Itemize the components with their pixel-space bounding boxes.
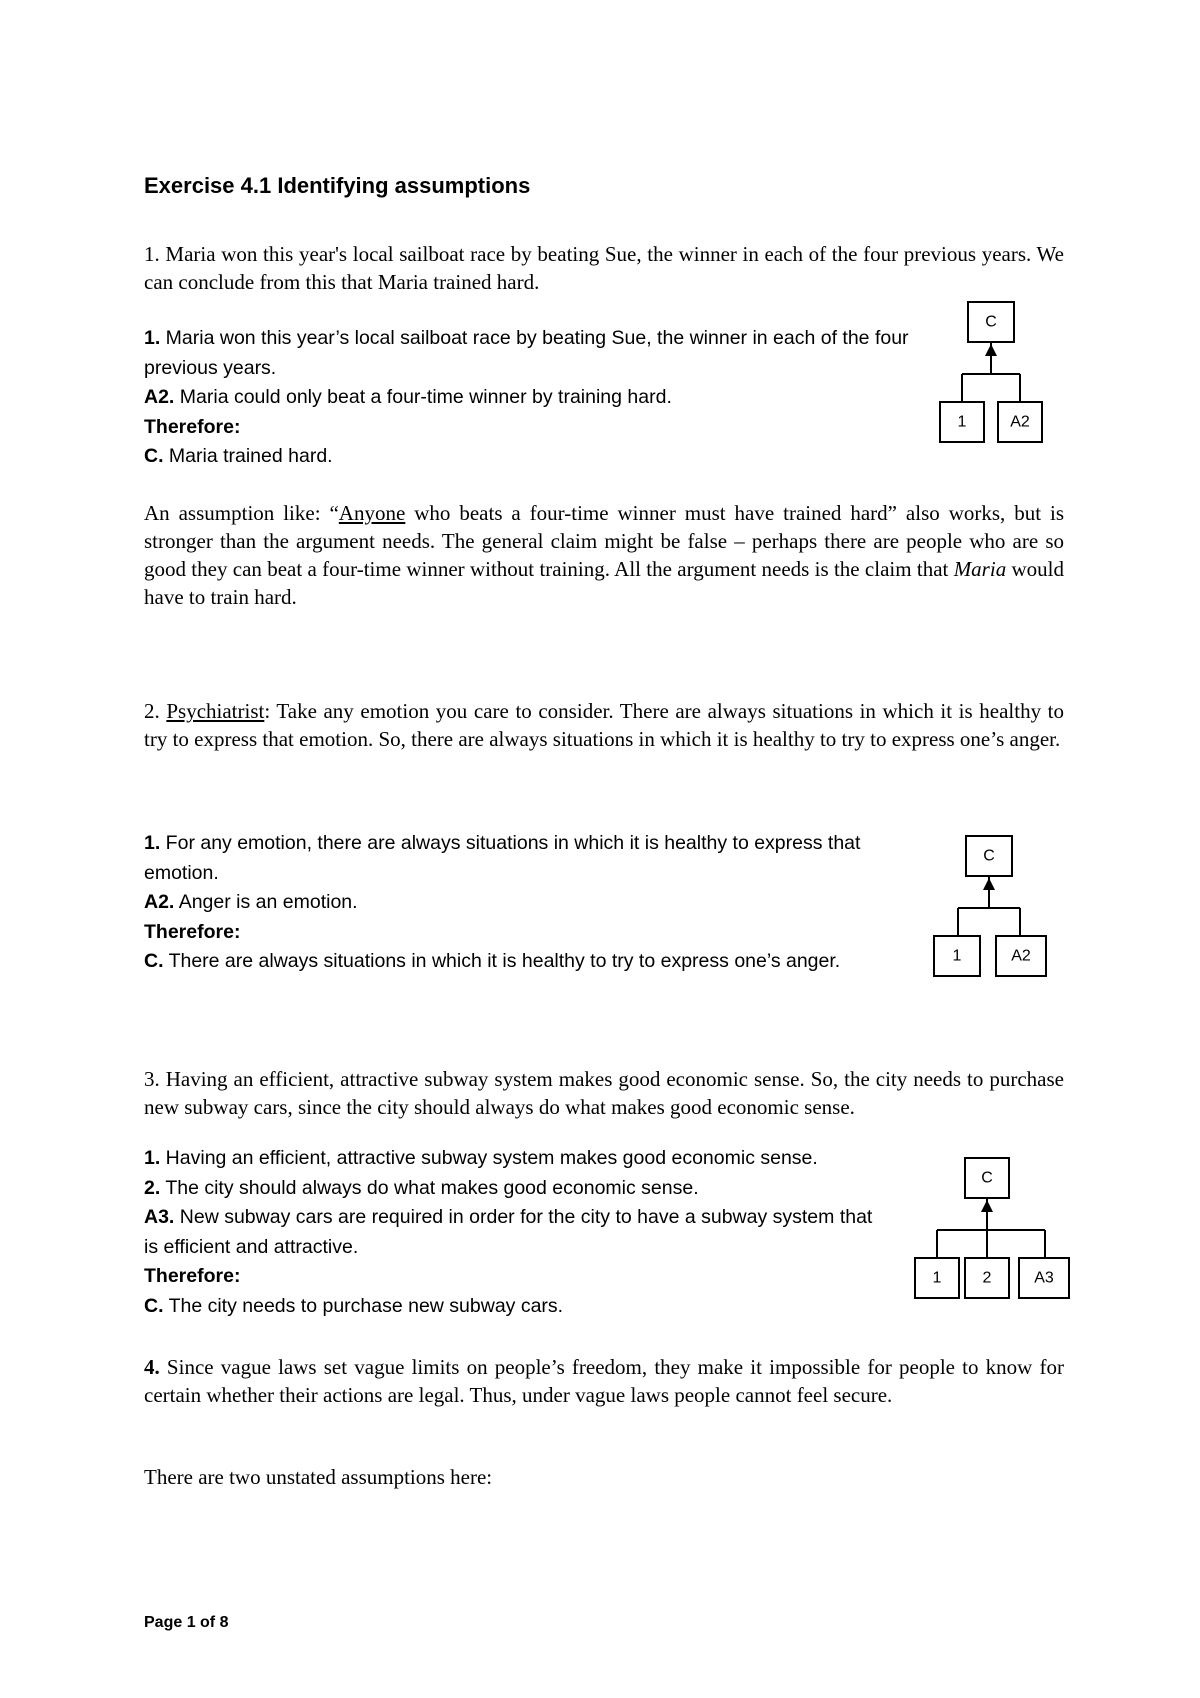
q2-standard-form	[144, 829, 884, 977]
q3-therefore: Therefore:	[144, 1265, 241, 1287]
q1-standard-form	[144, 324, 924, 472]
q2-conclusion: C. There are always situations in which it is healthy to try to express one’s anger.	[144, 950, 841, 972]
q1-note: An assumption like: “Anyone who beats a four-time winner must have trained hard” also works, but is stronger than the argument needs. The general claim might be false – perhaps there are people who are so good they can beat a four-time winner without training. All the argument needs is the claim that Maria would have to train hard.	[144, 501, 1064, 609]
q1-argument-diagram	[930, 300, 1060, 450]
q1-text: . Maria won this year's local sailboat race by beating Sue, the winner in each of the four previous years. We can conclude from this that Maria trained hard.	[144, 242, 1064, 294]
page-footer: Page 1 of 8	[144, 1614, 229, 1631]
q3-diagram-conclusion: C	[981, 1169, 993, 1187]
q1-diagram-conclusion: C	[985, 313, 997, 331]
q1-prompt	[144, 240, 1064, 296]
q3-argument-diagram	[911, 1156, 1071, 1306]
q2-diagram-conclusion: C	[983, 847, 995, 865]
anyone-underlined: Anyone	[338, 501, 406, 525]
q4-number: 4.	[144, 1355, 160, 1379]
q2-prompt: 2. Psychiatrist: Take any emotion you care to consider. There are always situations in which it is healthy to try to express that emotion. So, there are always situations in which it is healthy to try to express one’s anger.	[144, 699, 1065, 751]
q2-diagram-box-2: A2	[1011, 947, 1031, 965]
q1-number: 1	[144, 242, 155, 266]
q1-diagram-box-1: 1	[957, 413, 967, 431]
q1-therefore: Therefore:	[144, 415, 241, 438]
q3-number: 3	[144, 1067, 155, 1091]
q1-premise-1: 1. Maria won this year’s local sailboat race by beating Sue, the winner in each of the four previous years.	[144, 327, 909, 379]
q3-diagram-box-1: 1	[932, 1269, 942, 1287]
q3-standard-form	[144, 1144, 924, 1321]
q2-assumption-2: A2. Anger is an emotion.	[144, 891, 358, 913]
q3-prompt: 3. Having an efficient, attractive subway system makes good economic sense. So, the city needs to purchase new subway cars, since the city should always do what makes good economic sense.	[144, 1067, 1064, 1119]
q1-diagram-arrow	[985, 344, 997, 356]
q3-conclusion: C. The city needs to purchase new subway cars.	[144, 1294, 564, 1317]
q2-argument-diagram	[924, 834, 1054, 984]
q2-diagram-box-1: 1	[952, 947, 962, 965]
maria-italic: Maria	[953, 557, 1007, 581]
q3-premise-2: 2. The city should always do what makes good economic sense.	[144, 1176, 699, 1199]
q1-diagram-box-2: A2	[1010, 413, 1030, 431]
q1-conclusion: C. Maria trained hard.	[144, 445, 333, 467]
q2-speaker: Psychiatrist	[166, 699, 265, 723]
q3-premise-1: 1. Having an efficient, attractive subway system makes good economic sense.	[144, 1147, 818, 1169]
q3-diagram-box-2: 2	[982, 1269, 992, 1287]
page-title: Exercise 4.1 Identifying assumptions	[144, 173, 531, 198]
q2-number: 2.	[144, 699, 167, 723]
q2-therefore: Therefore:	[144, 920, 241, 943]
q2-diagram-arrow	[983, 878, 995, 890]
q1-assumption-2: A2. Maria could only beat a four-time winner by training hard.	[144, 386, 672, 408]
q4-followup: There are two unstated assumptions here:	[144, 1465, 493, 1489]
q4-prompt: 4. Since vague laws set vague limits on people’s freedom, they make it impossible for people to know for certain whether their actions are legal. Thus, under vague laws people cannot feel secure.	[144, 1355, 1064, 1407]
q3-diagram-arrow	[981, 1200, 993, 1212]
q3-diagram-box-3: A3	[1034, 1269, 1054, 1287]
q3-assumption-3: A3. New subway cars are required in order for the city to have a subway system that is efficient and attractive.	[144, 1206, 873, 1258]
q2-premise-1: 1. For any emotion, there are always situations in which it is healthy to express that emotion.	[144, 832, 861, 884]
